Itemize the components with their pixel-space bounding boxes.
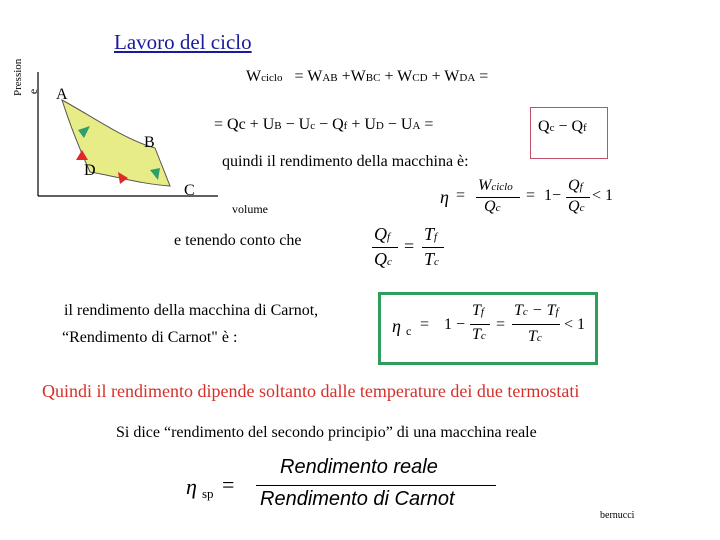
quindi-text: quindi il rendimento della macchina è:	[222, 153, 469, 170]
secondo-principio-text: Si dice “rendimento del secondo principio” di una macchina reale	[116, 424, 537, 441]
y-axis-label-text: Pression	[12, 58, 24, 96]
point-a-label: A	[56, 86, 68, 103]
efficiency-formula: η = Wciclo Qc = 1− Qf Qc < 1	[440, 177, 614, 215]
point-c-label: C	[184, 182, 195, 199]
work-equation: Wciclo = WAB +WBC + WCD + WDA =	[246, 68, 489, 85]
author-credit: bernucci	[600, 510, 635, 521]
y-axis-mark: e	[26, 88, 41, 95]
heat-equation: = Qc + UB − Uc − Qf + UD − UA =	[214, 116, 434, 133]
carnot-formula: η c = 1 − Tf Tc = Tc − Tf Tc < 1	[392, 302, 586, 345]
carnot-text-1: il rendimento della macchina di Carnot,	[64, 302, 319, 319]
point-b-label: B	[144, 134, 155, 151]
final-formula: η sp = Rendimento reale Rendimento di Carnot	[186, 456, 506, 518]
point-d-label: D	[84, 162, 96, 179]
red-statement: Quindi il rendimento dipende soltanto dalle temperature dei due termostati	[42, 381, 580, 401]
tenendo-text: e tenendo conto che	[174, 232, 302, 249]
x-axis-label: volume	[232, 202, 268, 216]
carnot-text-2: “Rendimento di Carnot" è :	[62, 329, 238, 346]
ratio-formula: Qf Qc = Tf Tc	[372, 222, 452, 274]
boxed-result-text: Qc − Qf	[538, 118, 587, 135]
slide-title: Lavoro del ciclo	[114, 30, 252, 54]
